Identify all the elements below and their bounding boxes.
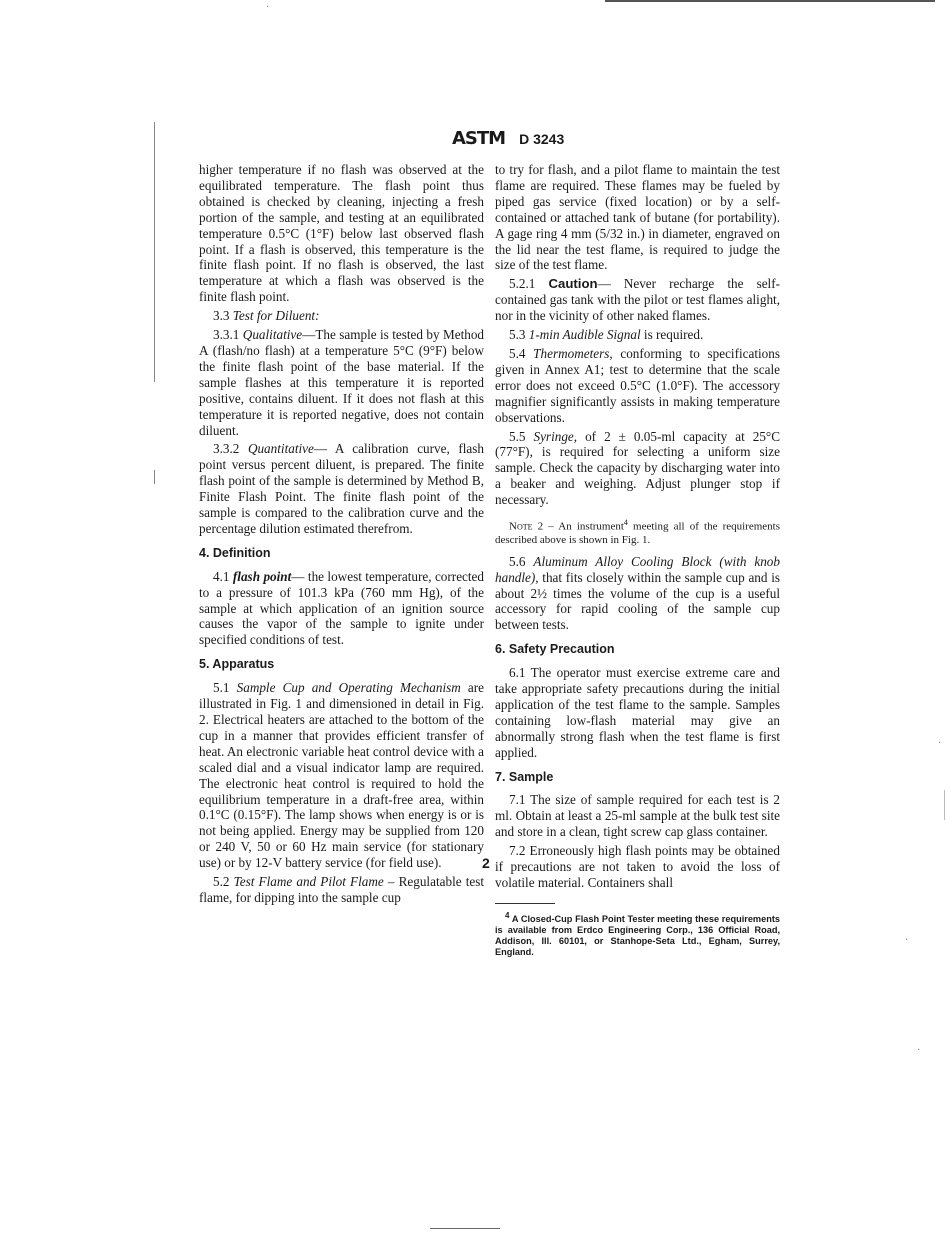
subsection-5-6: 5.6 Aluminum Alloy Cooling Block (with knob handle), that fits closely within the sample cup and is about 2½ times the volume of the cup is a useful accessory for rapid cooling of the sample cup between tests. (495, 553, 780, 633)
note-2: Note 2 – An instrument$^4$ meeting all of the requirements described above is shown in Fig. 1. (495, 518, 781, 546)
astm-logo: ASTM (452, 128, 506, 149)
right-margin-mark (944, 790, 945, 820)
section-heading-5: 5. Apparatus (199, 657, 275, 672)
subsection-3-3-1: 3.3.1 Qualitative—The sample is tested by Method A (flash/no flash) at a temperature 5°C (9°F) below the finite flash point of the base material. If the sample flashes at this temperature it is reported positive, contains diluent. If it does not flash at this temperature it is reported negative, does not contain diluent. (199, 327, 485, 438)
paragraph: to try for flash, and a pilot flame to maintain the test flame are required. These flames may be fueled by piped gas service (fixed location) or by a self-contained or attached tank of butane (for portability). A gage ring 4 mm (5/32 in.) in diameter, engraved on the lid near the test flame, is required to judge the size of the test flame. (495, 162, 780, 273)
left-margin-mark (154, 470, 155, 484)
subsection-5-2: 5.2 Test Flame and Pilot Flame – Regulatable test flame, for dipping into the sample cup (199, 874, 485, 905)
subsection-4-1: 4.1 flash point— the lowest temperature, corrected to a pressure of 101.3 kPa (760 mm Hg), of the sample at which application of an ignition source causes the vapor of the sample to ignite under specified conditions of test. (199, 568, 485, 648)
standard-designation: D 3243 (519, 130, 565, 147)
subsection-3-3-2: 3.3.2 Quantitative— A calibration curve, flash point versus percent diluent, is prepared. The finite flash point of the sample is determined by Method B, Finite Flash Point. The finite flash point of the sample is compared to the calibration curve and the percentage dilution estimated therefrom. (199, 441, 484, 536)
scan-speck: · (266, 2, 270, 13)
section-heading-4: 4. Definition (199, 545, 271, 560)
right-column (495, 162, 780, 958)
subsection-5-5: 5.5 Syringe, of 2 ± 0.05-ml capacity at 25°C (77°F), is required for selecting a uniform size sample. Check the capacity by discharging water into a beaker and weighing. Adjust plunger stop if necessary. (495, 428, 780, 508)
subsection-5-4: 5.4 Thermometers, conforming to specifications given in Annex A1; test to determine that the scale error does not exceed 0.5°C (1.0°F). The accessory magnifier significantly assists in making temperature observations. (495, 345, 781, 425)
footnote-rule (495, 903, 555, 904)
paragraph: higher temperature if no flash was observed at the equilibrated temperature. The flash point thus obtained is checked by cleaning, injecting a fresh portion of the sample, and testing at an equilibrated temperature 0.5°C (1°F) below last observed flash point. If a flash is observed, this temperature is the finite flash point. If no flash is observed, the last temperature at which a flash was observed is the finite flash point. (199, 162, 484, 305)
left-column (199, 162, 484, 909)
section-heading-7: 7. Sample (495, 769, 554, 784)
subsection-6-1: 6.1 The operator must exercise extreme care and take appropriate safety precautions during the initial application of the test flame to the sample. Samples containing low-flash material may give an abnormally strong flash when the test flame is first applied. (495, 665, 780, 760)
subsection-7-1: 7.1 The size of sample required for each test is 2 ml. Obtain at least a 25-ml sample at the bulk test site and store in a clean, tight screw cap glass container. (495, 792, 780, 840)
subsection-3-3: 3.3 Test for Diluent: (213, 308, 320, 324)
footnote-4: 4 A Closed-Cup Flash Point Tester meeting these requirements is available from Erdco Engineering Corp., 136 Official Road, Addison, Ill. 60101, or Stanhope-Seta Ltd., Egham, Surrey, England. (495, 910, 780, 957)
left-margin-mark (154, 122, 155, 382)
subsection-7-2: 7.2 Erroneously high flash points may be obtained if precautions are not taken to avoid the loss of volatile material. Containers shall (495, 843, 780, 890)
scan-speck: · (905, 935, 909, 946)
top-scan-line (605, 0, 935, 2)
scan-speck: · (938, 738, 942, 749)
scan-speck: · (917, 1045, 921, 1056)
subsection-5-2-1: 5.2.1 Caution— Never recharge the self-contained gas tank with the pilot or test flames alight, nor in the vicinity of other naked flames. (495, 276, 781, 324)
subsection-5-1: 5.1 Sample Cup and Operating Mechanism are illustrated in Fig. 1 and dimensioned in detail in Fig. 2. Electrical heaters are attached to the bottom of the cup in a manner that provides efficient transfer of heat. An electronic variable heat control device with a scaled dial and a visual indicator lamp are required. The electronic heat control is required to hold the equilibrium temperature in a draft-free area, within 0.1°C (0.15°F). The lamp shows when energy is or is not being applied. Energy may be supplied from 120 or 240 V, 50 or 60 Hz main service (for stationary use) or by 12-V battery service (for field use). (199, 680, 485, 871)
section-heading-6: 6. Safety Precaution (495, 642, 615, 657)
page-header (452, 128, 564, 149)
subsection-5-3: 5.3 1-min Audible Signal is required. (509, 327, 704, 343)
bottom-scan-line (430, 1228, 500, 1229)
page-number: 2 (482, 855, 490, 871)
